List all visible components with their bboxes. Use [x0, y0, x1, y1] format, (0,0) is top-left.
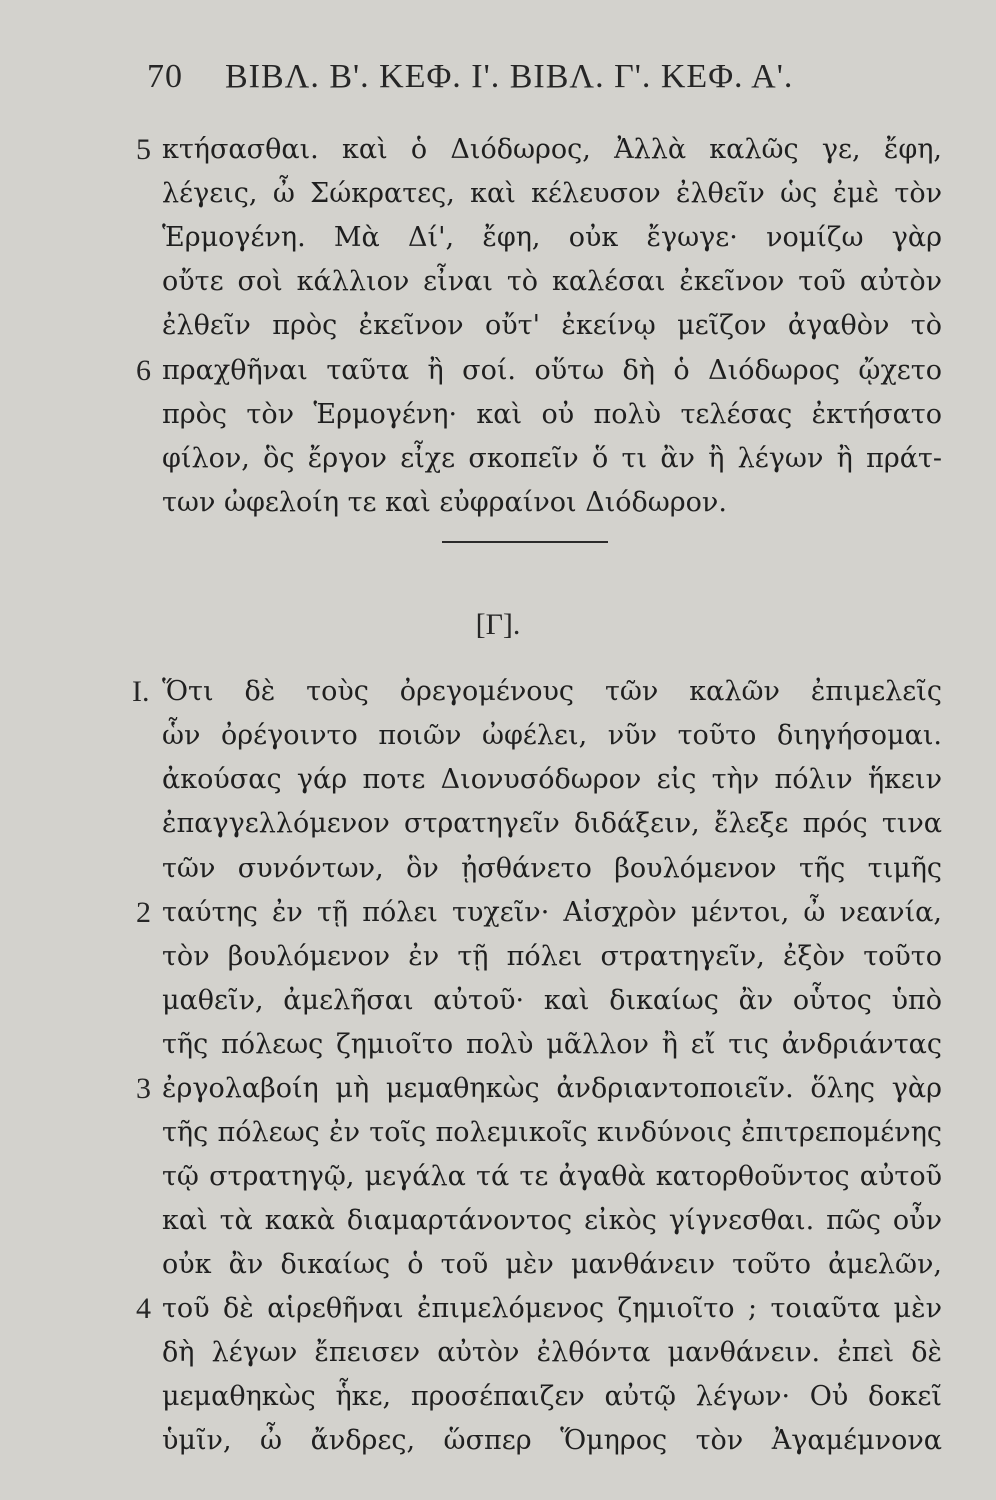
- text-line: ὑμῖν, ὦ ἄνδρες, ὥσπερ Ὅμηρος τὸν Ἀγαμέμνονα: [162, 1425, 942, 1456]
- text-line: Ἑρμογένη. Μὰ Δί', ἔφη, οὐκ ἔγωγε· νομίζω γὰρ: [162, 222, 942, 253]
- text-line: τῆς πόλεως ἐν τοῖς πολεμικοῖς κινδύνοις ἐπιτρεπομένης: [162, 1117, 942, 1148]
- text-line: τῶν συνόντων, ὃν ᾐσθάνετο βουλόμενον τῆς τιμῆς: [162, 853, 942, 884]
- text-line: καὶ τὰ κακὰ διαμαρτάνοντος εἰκὸς γίγνεσθαι. πῶς οὖν: [162, 1205, 942, 1236]
- text-line: φίλον, ὃς ἔργον εἶχε σκοπεῖν ὅ τι ἂν ἢ λέγων ἢ πράτ-: [162, 443, 942, 474]
- text-line: ἐλθεῖν πρὸς ἐκεῖνον οὔτ' ἐκείνῳ μεῖζον ἀγαθὸν τὸ: [162, 310, 942, 341]
- text-line: Ὅτι δὲ τοὺς ὀρεγομένους τῶν καλῶν ἐπιμελεῖς: [162, 676, 942, 707]
- text-line: ἀκούσας γάρ ποτε Διονυσόδωρον εἰς τὴν πόλιν ἥκειν: [162, 764, 942, 795]
- running-header: [147, 58, 793, 96]
- text-line: τῷ στρατηγῷ, μεγάλα τά τε ἀγαθὰ κατορθοῦντος αὐτοῦ: [162, 1161, 942, 1192]
- text-line: ἐργολαβοίη μὴ μεμαθηκὼς ἀνδριαντοποιεῖν. ὅλης γὰρ: [162, 1073, 942, 1104]
- running-title: ΒΙΒΛ. Β'. ΚΕΦ. Ι'. ΒΙΒΛ. Γ'. ΚΕΦ. Α'.: [225, 58, 794, 95]
- text-line: τὸν βουλόμενον ἐν τῇ πόλει στρατηγεῖν, ἐξὸν τοῦτο: [162, 941, 942, 972]
- text-line: πραχθῆναι ταῦτα ἢ σοί. οὕτω δὴ ὁ Διόδωρος ᾤχετο: [162, 355, 942, 386]
- margin-number-4: 4: [136, 1292, 151, 1325]
- text-line: μαθεῖν, ἀμελῆσαι αὐτοῦ· καὶ δικαίως ἂν οὗτος ὑπὸ: [162, 985, 942, 1016]
- text-line: δὴ λέγων ἔπεισεν αὐτὸν ἐλθόντα μανθάνειν. ἐπεὶ δὲ: [162, 1337, 942, 1368]
- text-line: μεμαθηκὼς ἧκε, προσέπαιζεν αὐτῷ λέγων· Οὐ δοκεῖ: [162, 1381, 942, 1412]
- text-line: ὧν ὀρέγοιντο ποιῶν ὠφέλει, νῦν τοῦτο διηγήσομαι.: [162, 720, 942, 751]
- margin-number-3: 3: [136, 1072, 151, 1105]
- text-line: ταύτης ἐν τῇ πόλει τυχεῖν· Αἰσχρὸν μέντοι, ὦ νεανία,: [162, 897, 942, 928]
- text-line: τῆς πόλεως ζημιοῖτο πολὺ μᾶλλον ἢ εἴ τις ἀνδριάντας: [162, 1029, 942, 1060]
- margin-number-5: 5: [136, 133, 151, 166]
- text-line: οὐκ ἂν δικαίως ὁ τοῦ μὲν μανθάνειν τοῦτο ἀμελῶν,: [162, 1249, 942, 1280]
- text-line: οὔτε σοὶ κάλλιον εἶναι τὸ καλέσαι ἐκεῖνον τοῦ αὐτὸν: [162, 266, 942, 297]
- section-heading: [Γ].: [475, 608, 521, 641]
- margin-number-6: 6: [136, 354, 151, 387]
- text-line: λέγεις, ὦ Σώκρατες, καὶ κέλευσον ἐλθεῖν ὡς ἐμὲ τὸν: [162, 178, 942, 209]
- page-number: 70: [147, 58, 183, 95]
- section-divider: [442, 541, 608, 543]
- text-line: ἐπαγγελλόμενον στρατηγεῖν διδάξειν, ἔλεξε πρός τινα: [162, 808, 942, 839]
- chapter-number: I.: [132, 675, 150, 708]
- margin-number-2: 2: [136, 896, 151, 929]
- text-line: κτήσασθαι. καὶ ὁ Διόδωρος, Ἀλλὰ καλῶς γε, ἔφη,: [162, 134, 942, 165]
- text-line: τοῦ δὲ αἱρεθῆναι ἐπιμελόμενος ζημιοῖτο ; τοιαῦτα μὲν: [162, 1293, 942, 1324]
- text-line: των ὠφελοίη τε καὶ εὐφραίνοι Διόδωρον.: [162, 487, 727, 518]
- text-line: πρὸς τὸν Ἑρμογένη· καὶ οὐ πολὺ τελέσας ἐκτήσατο: [162, 399, 942, 430]
